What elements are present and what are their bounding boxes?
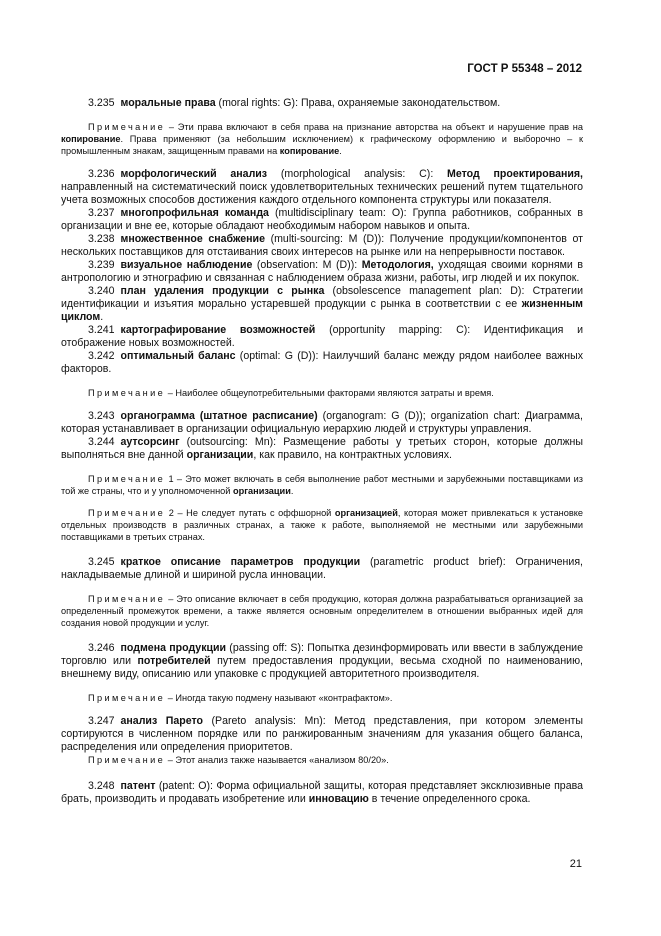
entry-3-239: 3.239 визуальное наблюдение (observation: M (D)): Методология, уходящая своими корнями в антропологию и этнографию и связанная с наблюдением образа жизни, работы, игр людей и их покупок. bbox=[61, 259, 583, 284]
entry-3-242: 3.242 оптимальный баланс (optimal: G (D)): Наилучший баланс между рядом наиболее важных факторов. bbox=[61, 350, 583, 375]
term: моральные права bbox=[120, 97, 216, 109]
entry-3-244: 3.244 аутсорсинг (outsourcing: Mn): Размещение работы у третьих сторон, которые должны выполняться вне данной организации, как правило, на контрактных условиях. bbox=[61, 436, 583, 461]
entry-3-245: 3.245 краткое описание параметров продукции (parametric product brief): Ограничения, накладываемые длиной и шириной русла инновации. bbox=[61, 556, 583, 581]
term: морфологический анализ bbox=[120, 168, 268, 180]
document-header: ГОСТ Р 55348 – 2012 bbox=[467, 63, 582, 75]
entry-3-240: 3.240 план удаления продукции с рынка (obsolescence management plan: D): Стратегии идентификации и изъятия морально устаревшей продукции с рынка в соответствии с ее жизненным циклом. bbox=[61, 285, 583, 323]
note: Примечание – Эти права включают в себя права на признание авторства на объект и нарушение прав на копирование. Права применяют (за небольшим исключением) к графическому оформлению и выборочно – к промышленным знакам, защищенным правами на копирование. bbox=[61, 122, 583, 156]
note: Примечание – Это описание включает в себя продукцию, которая должна разрабатываться организацией за определенный промежуток времени, а также является основным определителем в отношении выбранных идей для создания новой продукции и услуг. bbox=[61, 594, 583, 628]
term: анализ Парето bbox=[120, 715, 203, 727]
term: план удаления продукции с рынка bbox=[120, 285, 325, 297]
note: Примечание – Наиболее общеупотребительными факторами являются затраты и время. bbox=[88, 388, 494, 398]
term: многопрофильная команда bbox=[120, 207, 269, 219]
note-label: Примечание bbox=[88, 594, 166, 604]
note: Примечание – Иногда такую подмену называют «контрафактом». bbox=[88, 693, 393, 703]
note-label: Примечание bbox=[88, 388, 166, 398]
term: визуальное наблюдение bbox=[120, 259, 253, 271]
entry-3-235: 3.235 моральные права (moral rights: G): Права, охраняемые законодательством. bbox=[88, 97, 501, 109]
page-number: 21 bbox=[569, 858, 582, 870]
term: аутсорсинг bbox=[120, 436, 180, 448]
note-label: Примечание bbox=[88, 508, 166, 518]
note-label: Примечание bbox=[88, 755, 166, 765]
entry-3-247: 3.247 анализ Парето (Pareto analysis: Mn): Метод представления, при котором элементы сортируются в численном порядке или по ранжированным значениям для указания общего баланса, распределения или определения приоритетов. bbox=[61, 715, 583, 753]
entry-3-246: 3.246 подмена продукции (passing off: S): Попытка дезинформировать или ввести в заблуждение торговлю или потребителей путем предоставления продукции, весьма сходной по наименованию, внешнему виду, описанию или упаковке с продукцией авторитетного производителя. bbox=[61, 642, 583, 680]
note-label: Примечание bbox=[88, 122, 166, 132]
term: множественное снабжение bbox=[120, 233, 265, 245]
entry-3-238: 3.238 множественное снабжение (multi-sourcing: M (D)): Получение продукции/компонентов от нескольких поставщиков для отстаивания своих интересов на рынке или на непрерывности поставок. bbox=[61, 233, 583, 258]
document-body bbox=[61, 97, 583, 806]
term: краткое описание параметров продукции bbox=[120, 556, 361, 568]
entry-3-241: 3.241 картографирование возможностей (opportunity mapping: C): Идентификация и отображение новых возможностей. bbox=[61, 324, 584, 349]
entry-3-236: 3.236 морфологический анализ (morphological analysis: C): Метод проектирования, направленный на систематический поиск удовлетворительных технических решений путем тщательного учета возможных способов достижения каждого отдельного компонента структуры или показателя. bbox=[61, 168, 583, 206]
term: патент bbox=[120, 780, 156, 792]
note-label: Примечание bbox=[88, 693, 166, 703]
note-label: Примечание bbox=[88, 474, 166, 484]
note-2: Примечание 2 – Не следует путать с оффшорной организацией, которая может привлекаться к установке отдельных производств в различных странах, а также к работе, выполняемой не местными или зарубежными поставщиками в третьих странах. bbox=[61, 508, 583, 542]
note: Примечание – Этот анализ также называется «анализом 80/20». bbox=[88, 755, 389, 765]
term: оптимальный баланс bbox=[120, 350, 236, 362]
term: органограмма (штатное расписание) bbox=[120, 410, 318, 422]
term: подмена продукции bbox=[120, 642, 227, 654]
note-1: Примечание 1 – Это может включать в себя выполнение работ местными и зарубежными поставщиками из той же страны, что и у уполномоченной организации. bbox=[61, 474, 583, 496]
entry-3-248: 3.248 патент (patent: O): Форма официальной защиты, которая представляет эксклюзивные права брать, производить и продавать изобретение или инновацию в течение определенного срока. bbox=[61, 780, 583, 805]
term: картографирование возможностей bbox=[120, 324, 316, 336]
entry-3-243: 3.243 органограмма (штатное расписание) (organogram: G (D)); organization chart: Диаграмма, которая устанавливает в организации официальную иерархию людей и структуры управления. bbox=[61, 410, 583, 435]
entry-3-237: 3.237 многопрофильная команда (multidisciplinary team: O): Группа работников, собранных в организации и вне ее, которые обладают необходимым набором навыков и опыта. bbox=[61, 207, 583, 232]
